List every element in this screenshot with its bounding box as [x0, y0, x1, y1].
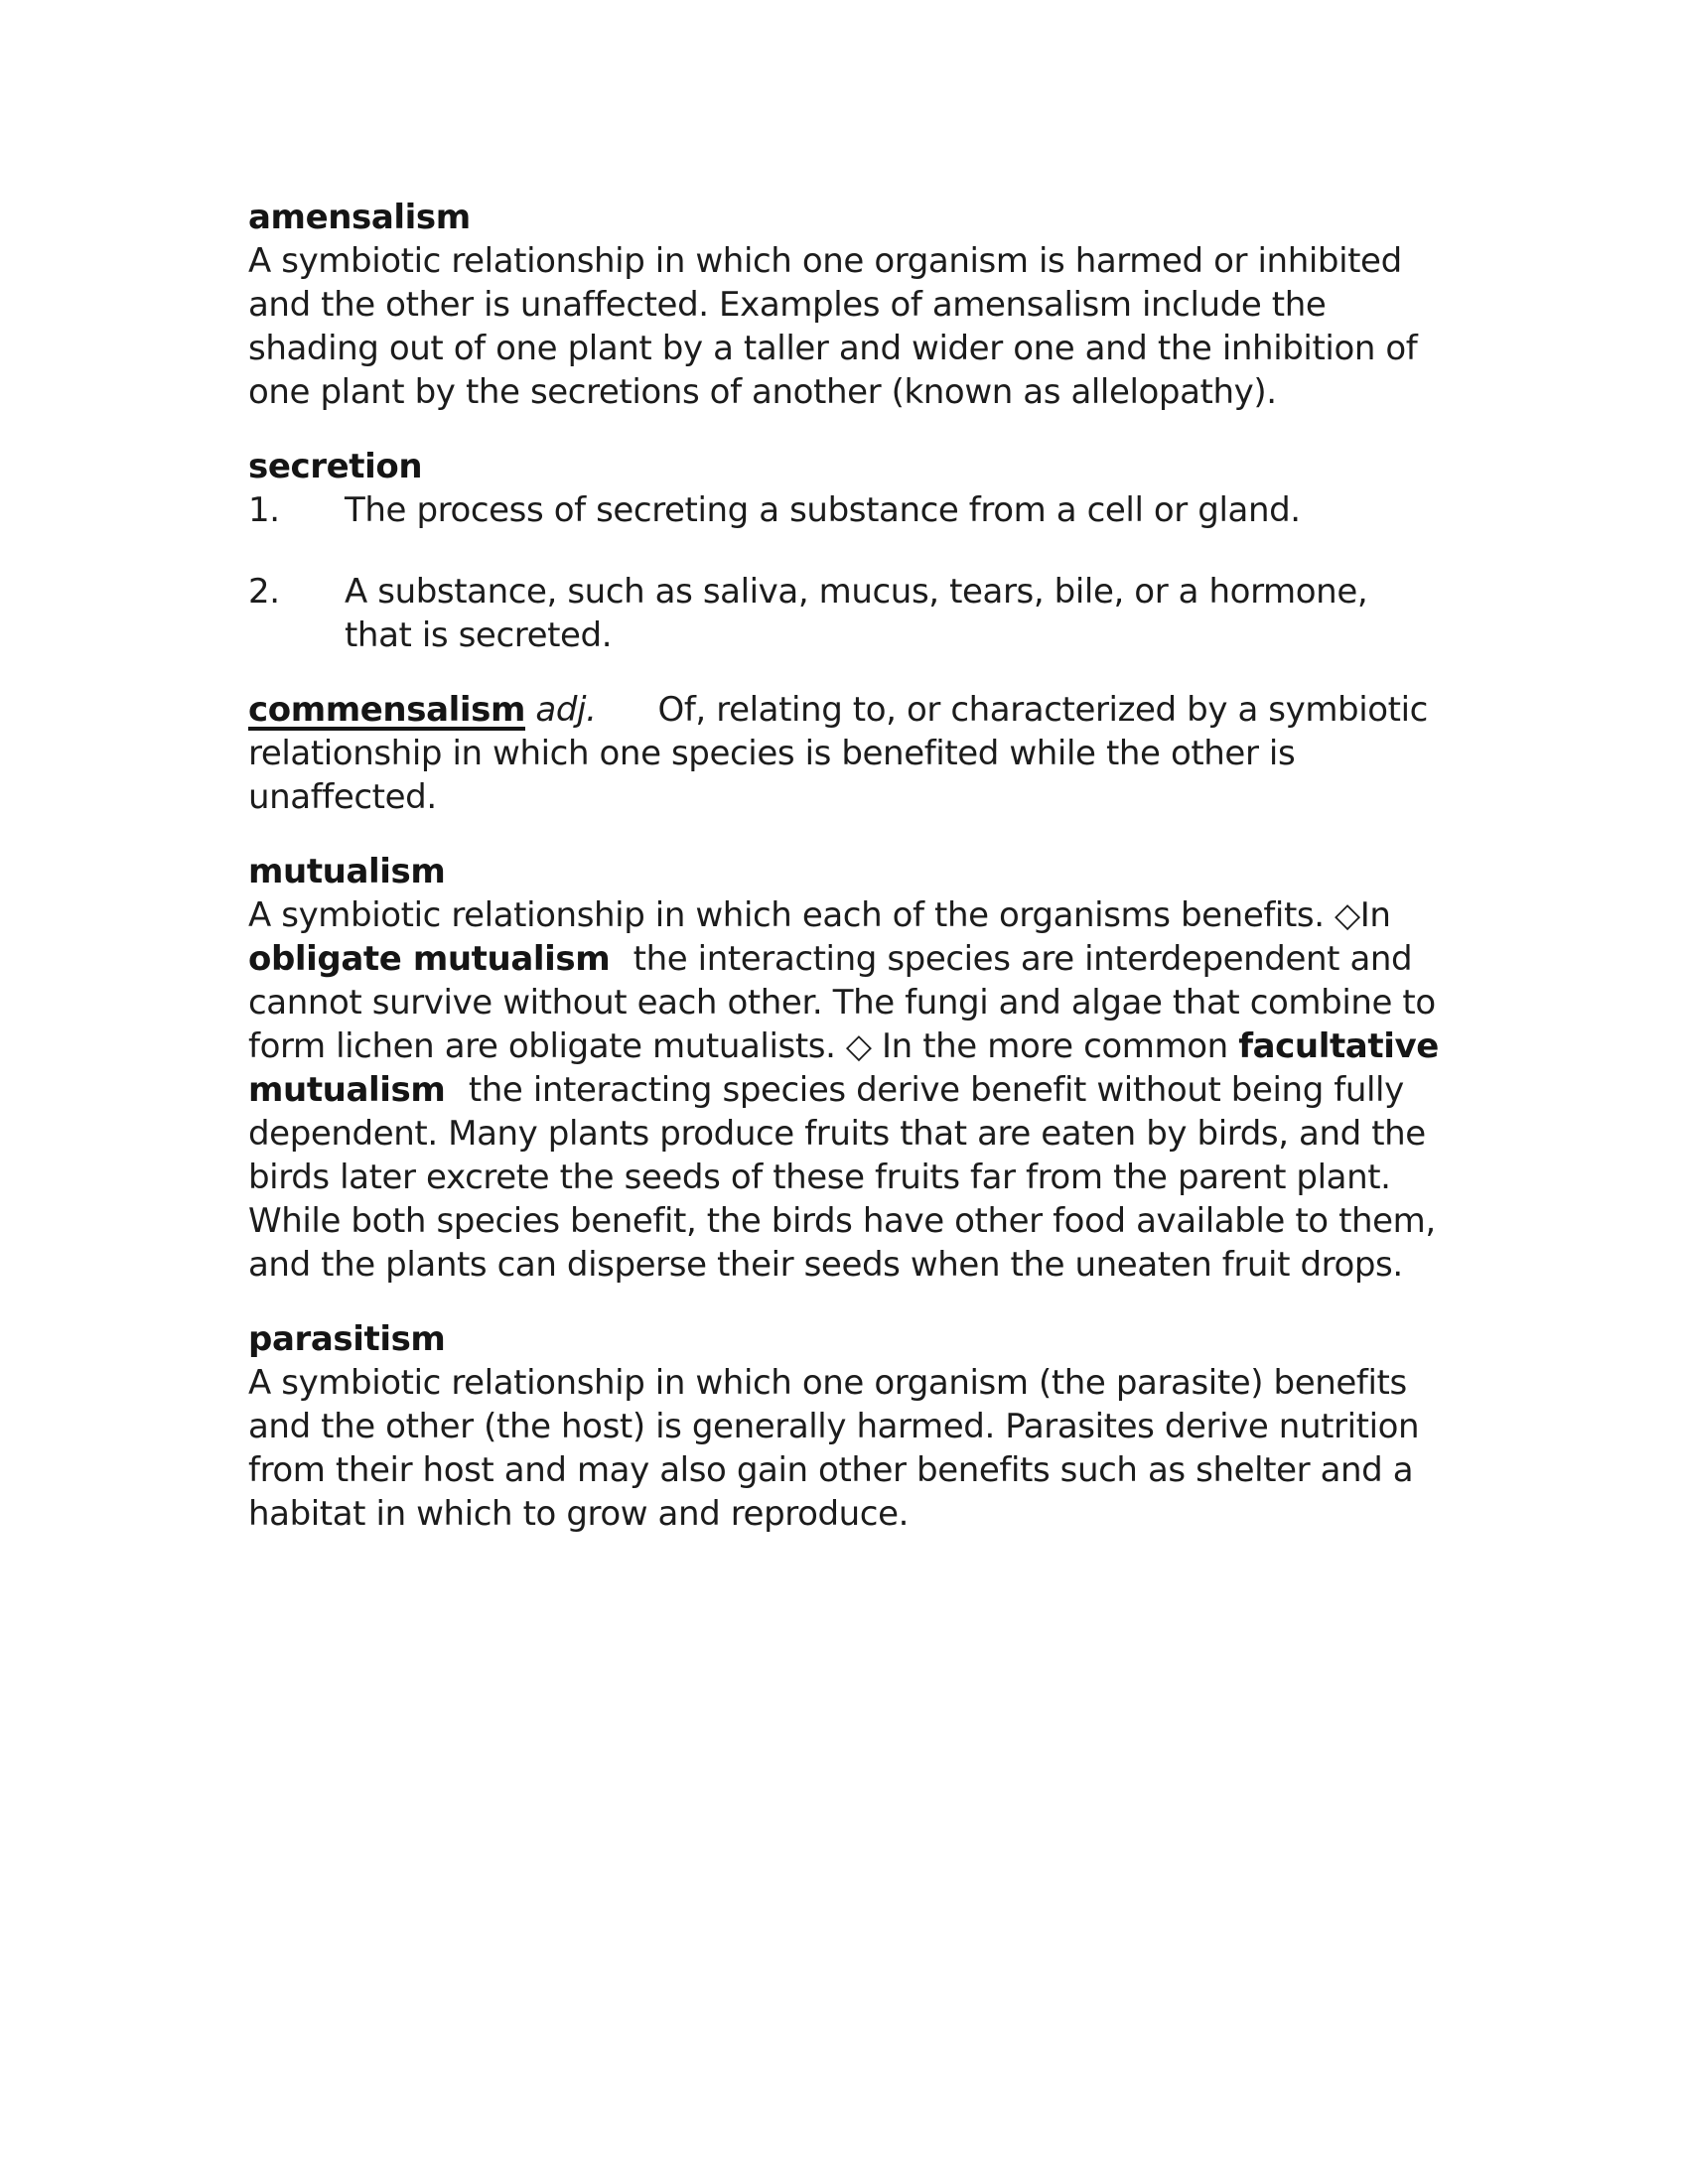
definition-commensalism: [248, 688, 1440, 819]
subterm-obligate-mutualism: obligate mutualism: [248, 939, 611, 979]
sense-number: 1.: [248, 490, 280, 530]
entry-amensalism: [248, 196, 1440, 414]
entry-parasitism: [248, 1317, 1440, 1536]
definition-mutualism: [248, 893, 1440, 1287]
entry-commensalism: [248, 688, 1440, 819]
definition-run: A symbiotic relationship in which each of the organisms benefits. ◇In: [248, 895, 1391, 935]
sense-list: [248, 488, 1440, 657]
glossary-text-block: [248, 196, 1440, 1536]
definition-text: Of, relating to, or characterized by a symbiotic relationship in which one species is benefited while the other is unaffected.: [248, 690, 1428, 817]
term-inline-commensalism: commensalism: [248, 690, 525, 730]
entry-mutualism: [248, 850, 1440, 1287]
definition-amensalism: A symbiotic relationship in which one organism is harmed or inhibited and the other is unaffected. Examples of amensalism include the shading out of one plant by a taller and wider one and the inhibition of one plant by the secretions of another (known as allelopathy).: [248, 241, 1418, 412]
definition-run: the interacting species are interdependent and cannot survive without each other. The fungi and algae that combine to form lichen are obligate mutualists. ◇ In the more common: [248, 939, 1436, 1066]
sense-text: A substance, such as saliva, mucus, tears, bile, or a hormone, that is secreted.: [345, 572, 1368, 655]
term-heading-mutualism: mutualism: [248, 852, 446, 891]
sense-number: 2.: [248, 572, 280, 612]
term-heading-secretion: secretion: [248, 447, 423, 486]
term-heading-amensalism: amensalism: [248, 198, 471, 237]
sense-text: The process of secreting a substance from a cell or gland.: [345, 490, 1301, 530]
definition-run: the interacting species derive benefit without being fully dependent. Many plants produce fruits that are eaten by birds, and the birds later excrete the seeds of these fruits far from the parent plant. While both species benefit, the birds have other food available to them, and the plants can disperse their seeds when the uneaten fruit drops.: [248, 1070, 1436, 1285]
sense-item-2: [248, 570, 1440, 657]
entry-secretion: [248, 445, 1440, 657]
part-of-speech-label: adj.: [535, 690, 597, 730]
subterm-facultative-mutualism: facultative mutualism: [248, 1026, 1439, 1110]
term-heading-parasitism: parasitism: [248, 1319, 446, 1359]
definition-parasitism: A symbiotic relationship in which one organism (the parasite) benefits and the other (the host) is generally harmed. Parasites derive nutrition from their host and may also gain other benefits such as shelter and a habitat in which to grow and reproduce.: [248, 1363, 1420, 1534]
sense-item-1: [248, 488, 1440, 532]
